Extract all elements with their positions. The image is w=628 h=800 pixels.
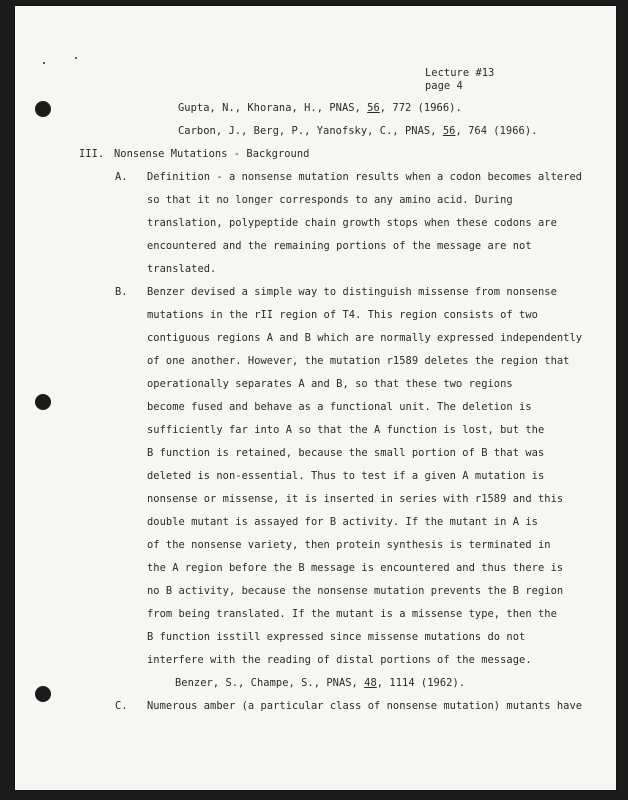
item-a-line: encountered and the remaining portions of the message are not (147, 240, 532, 252)
item-a-line: Definition - a nonsense mutation results when a codon becomes altered (147, 171, 583, 183)
item-b-line: deleted is non-essential. Thus to test if a given A mutation is (147, 470, 545, 482)
item-b-line: become fused and behave as a functional unit. The deletion is (147, 401, 532, 413)
item-a-line: translation, polypeptide chain growth stops when these codons are (147, 217, 557, 229)
item-b-line: contiguous regions A and B which are normally expressed independently (147, 332, 583, 344)
item-b-line: the A region before the B message is encountered and thus there is (147, 562, 564, 574)
item-b-line: from being translated. If the mutant is a missense type, then the (147, 608, 557, 620)
typed-page (15, 6, 616, 790)
page-number: page 4 (425, 80, 463, 92)
item-b-line: B function isstill expressed since missense mutations do not (147, 631, 526, 643)
item-c-label: C. (115, 700, 128, 712)
item-b-line: no B activity, because the nonsense mutation prevents the B region (147, 585, 564, 597)
paper-speck (43, 62, 45, 64)
item-a-label: A. (115, 171, 128, 183)
item-b-line: of the nonsense variety, then protein synthesis is terminated in (147, 539, 551, 551)
item-b-line: B function is retained, because the small portion of B that was (147, 447, 545, 459)
binder-hole-middle (35, 394, 51, 410)
section-title: Nonsense Mutations - Background (114, 148, 310, 160)
binder-hole-bottom (35, 686, 51, 702)
item-b-line: mutations in the rII region of T4. This region consists of two (147, 309, 538, 321)
item-b-line: nonsense or missense, it is inserted in series with r1589 and this (147, 493, 564, 505)
item-b-label: B. (115, 286, 128, 298)
reference-gupta: Gupta, N., Khorana, H., PNAS, 56, 772 (1966). (178, 102, 462, 114)
item-b-line: sufficiently far into A so that the A function is lost, but the (147, 424, 545, 436)
item-a-line: so that it no longer corresponds to any amino acid. During (147, 194, 513, 206)
section-numeral: III. (79, 148, 105, 160)
item-b-line: of one another. However, the mutation r1589 deletes the region that (147, 355, 570, 367)
reference-carbon: Carbon, J., Berg, P., Yanofsky, C., PNAS, 56, 764 (1966). (178, 125, 538, 137)
item-b-line: interfere with the reading of distal portions of the message. (147, 654, 532, 666)
item-b-line: operationally separates A and B, so that these two regions (147, 378, 513, 390)
item-a-line: translated. (147, 263, 217, 275)
item-c-line: Numerous amber (a particular class of nonsense mutation) mutants have (147, 700, 583, 712)
item-b-line: Benzer devised a simple way to distinguish missense from nonsense (147, 286, 557, 298)
lecture-number: Lecture #13 (425, 67, 495, 79)
binder-hole-top (35, 101, 51, 117)
paper-speck (75, 57, 77, 59)
reference-benzer: Benzer, S., Champe, S., PNAS, 48, 1114 (1962). (175, 677, 466, 689)
item-b-line: double mutant is assayed for B activity. If the mutant in A is (147, 516, 538, 528)
